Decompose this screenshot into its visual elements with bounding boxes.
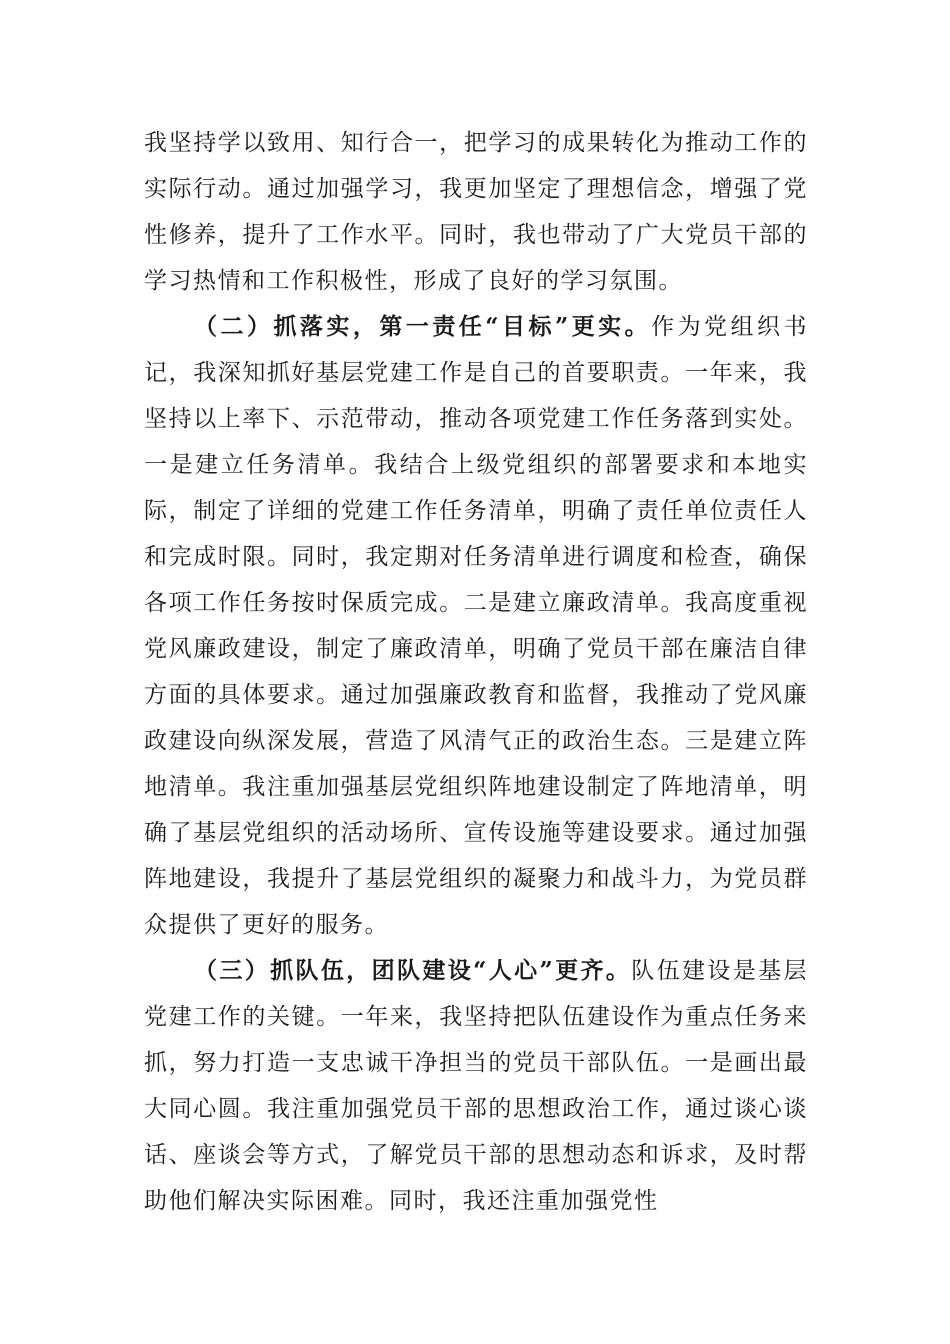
paragraph-continuation xyxy=(144,120,808,304)
paragraph-body: 我坚持学以致用、知行合一，把学习的成果转化为推动工作的实际行动。通过加强学习，我更加坚定了理想信念，增强了党性修养，提升了工作水平。同时，我也带动了广大党员干部的学习热情和工作积极性，形成了良好的学习氛围。 xyxy=(144,130,808,294)
paragraph-section-two xyxy=(144,304,808,948)
document-page xyxy=(144,120,808,1224)
section-heading-three: （三）抓队伍，团队建设“人心”更齐。 xyxy=(194,957,632,984)
paragraph-section-three xyxy=(144,948,808,1224)
paragraph-body: 作为党组织书记，我深知抓好基层党建工作是自己的首要职责。一年来，我坚持以上率下、示范带动，推动各项党建工作任务落到实处。一是建立任务清单。我结合上级党组织的部署要求和本地实际，制定了详细的党建工作任务清单，明确了责任单位责任人和完成时限。同时，我定期对任务清单进行调度和检查，确保各项工作任务按时保质完成。二是建立廉政清单。我高度重视党风廉政建设，制定了廉政清单，明确了党员干部在廉洁自律方面的具体要求。通过加强廉政教育和监督，我推动了党风廉政建设向纵深发展，营造了风清气正的政治生态。三是建立阵地清单。我注重加强基层党组织阵地建设制定了阵地清单，明确了基层党组织的活动场所、宣传设施等建设要求。通过加强阵地建设，我提升了基层党组织的凝聚力和战斗力，为党员群众提供了更好的服务。 xyxy=(144,314,808,938)
section-heading-two: （二）抓落实，第一责任“目标”更实。 xyxy=(194,313,652,340)
paragraph-body: 队伍建设是基层党建工作的关键。一年来，我坚持把队伍建设作为重点任务来抓，努力打造一支忠诚干净担当的党员干部队伍。一是画出最大同心圆。我注重加强党员干部的思想政治工作，通过谈心谈话、座谈会等方式，了解党员干部的思想动态和诉求，及时帮助他们解决实际困难。同时，我还注重加强党性 xyxy=(144,958,808,1214)
